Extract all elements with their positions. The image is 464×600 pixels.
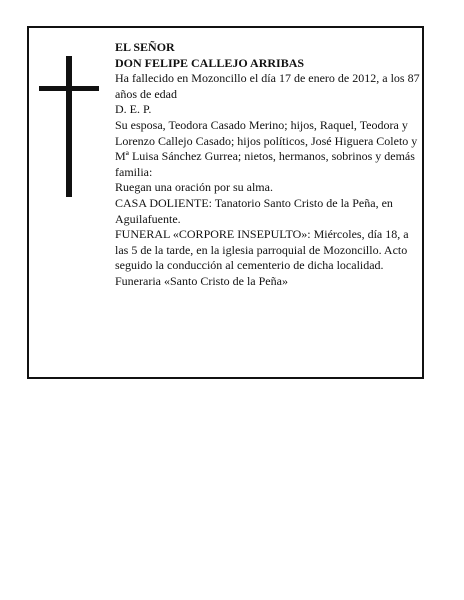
death-info: Ha fallecido en Mozoncillo el día 17 de enero de 2012, a los 87 años de edad	[115, 71, 420, 101]
prayer-request: Ruegan una oración por su alma.	[115, 180, 273, 195]
rip-line: D. E. P.	[115, 102, 152, 117]
funeral-home: Funeraria «Santo Cristo de la Peña»	[115, 273, 288, 288]
cross-horizontal-bar	[39, 86, 99, 91]
funeral-details: FUNERAL «CORPORE INSEPULTO»: Miércoles, día 18, a las 5 de la tarde, en la iglesia parroquial de Mozoncillo. Acto seguido la conducción al cementerio de dicha localidad.	[115, 227, 409, 273]
obituary-text	[115, 40, 421, 290]
obituary-notice	[27, 26, 424, 379]
header-line: EL SEÑOR	[115, 40, 175, 54]
mourning-house: CASA DOLIENTE: Tanatorio Santo Cristo de la Peña, en Aguilafuente.	[115, 195, 393, 226]
cross-vertical-bar	[66, 56, 72, 197]
family-list: Su esposa, Teodora Casado Merino; hijos, Raquel, Teodora y Lorenzo Callejo Casado; hijos políticos, José Higuera Coleto y Mª Luisa Sánchez Gurrea; nietos, hermanos, sobrinos y demás familia:	[115, 117, 418, 179]
deceased-name: DON FELIPE CALLEJO ARRIBAS	[115, 55, 305, 70]
